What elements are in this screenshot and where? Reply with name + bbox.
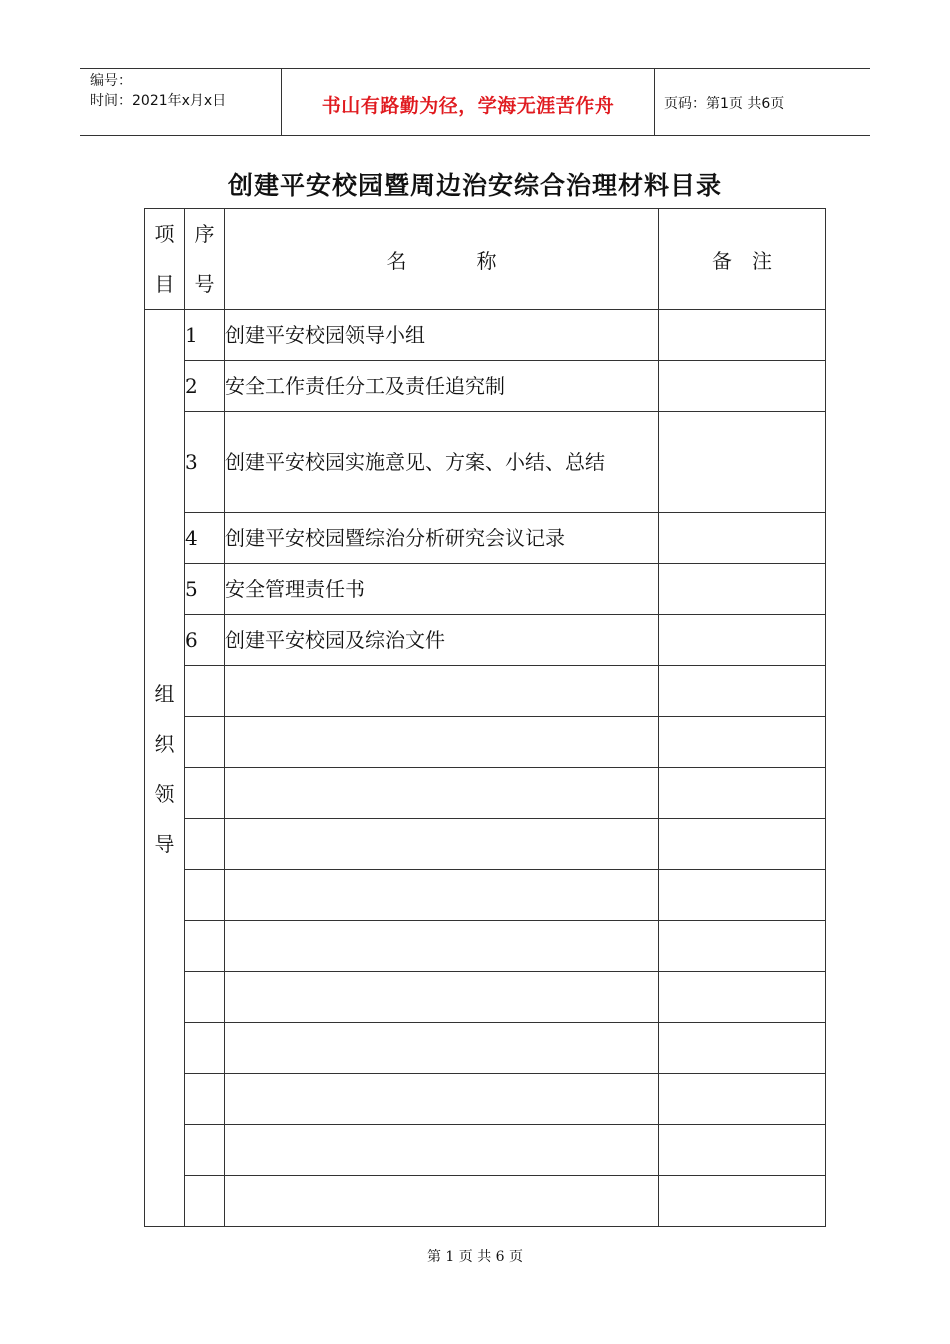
row-remark	[659, 819, 826, 870]
row-name: 创建平安校园暨综治分析研究会议记录	[225, 513, 659, 564]
row-remark	[659, 513, 826, 564]
time-label: 时间：2021年x月x日	[90, 93, 227, 109]
row-remark	[659, 666, 826, 717]
row-name: 创建平安校园实施意见、方案、小结、总结	[225, 412, 659, 513]
document-title: 创建平安校园暨周边治安综合治理材料目录	[227, 171, 722, 200]
blank-row	[145, 972, 826, 1023]
blank-row	[145, 666, 826, 717]
header-remark	[659, 209, 826, 310]
row-name: 安全工作责任分工及责任追究制	[225, 361, 659, 412]
row-name: 创建平安校园及综治文件	[225, 615, 659, 666]
blank-row	[145, 1023, 826, 1074]
row-name: 创建平安校园领导小组	[225, 310, 659, 361]
row-number: 3	[185, 412, 225, 513]
directory-table	[144, 208, 826, 1227]
table-row	[145, 361, 826, 412]
header-item-char: 目	[154, 272, 175, 296]
row-number	[185, 717, 225, 768]
row-remark	[659, 615, 826, 666]
row-name	[225, 1074, 659, 1125]
table-header-row	[145, 209, 826, 310]
row-number: 1	[185, 310, 225, 361]
header-item	[145, 209, 185, 310]
blank-row	[145, 768, 826, 819]
header-item-char: 项	[154, 222, 175, 246]
row-remark	[659, 310, 826, 361]
row-number	[185, 870, 225, 921]
row-remark	[659, 921, 826, 972]
row-number	[185, 921, 225, 972]
blank-row	[145, 1125, 826, 1176]
group-label-char: 组	[154, 681, 175, 706]
header-number-char: 号	[194, 272, 215, 296]
blank-row	[145, 819, 826, 870]
page-footer: 第 1 页 共 6 页	[426, 1249, 524, 1265]
row-remark	[659, 972, 826, 1023]
header-meta	[90, 71, 280, 111]
group-label-char: 导	[154, 831, 175, 856]
number-label: 编号：	[90, 73, 132, 89]
header-page-info: 页码：第1页 共6页	[664, 96, 785, 112]
row-name	[225, 972, 659, 1023]
blank-row	[145, 1074, 826, 1125]
row-number	[185, 819, 225, 870]
row-number	[185, 972, 225, 1023]
group-label-char: 领	[154, 781, 175, 806]
row-name	[225, 819, 659, 870]
row-number	[185, 1176, 225, 1227]
blank-row	[145, 717, 826, 768]
row-remark	[659, 870, 826, 921]
blank-row	[145, 1176, 826, 1227]
row-number: 2	[185, 361, 225, 412]
group-label-char: 织	[154, 731, 175, 756]
table-row	[145, 412, 826, 513]
blank-row	[145, 870, 826, 921]
row-name	[225, 717, 659, 768]
header-name-char: 名	[386, 248, 407, 273]
row-remark	[659, 564, 826, 615]
header-name-char: 称	[476, 248, 497, 273]
row-remark	[659, 768, 826, 819]
table-row	[145, 615, 826, 666]
row-number: 5	[185, 564, 225, 615]
row-remark	[659, 1176, 826, 1227]
row-remark	[659, 717, 826, 768]
row-name	[225, 666, 659, 717]
row-name: 安全管理责任书	[225, 564, 659, 615]
document-header	[80, 68, 870, 136]
table-row	[145, 513, 826, 564]
row-name	[225, 1176, 659, 1227]
row-name	[225, 768, 659, 819]
header-number-char: 序	[194, 222, 215, 246]
header-motto: 书山有路勤为径，学海无涯苦作舟	[321, 95, 615, 117]
row-remark	[659, 1125, 826, 1176]
row-number	[185, 666, 225, 717]
table-row	[145, 310, 826, 361]
blank-row	[145, 921, 826, 972]
header-divider	[654, 69, 655, 135]
row-remark	[659, 412, 826, 513]
row-remark	[659, 361, 826, 412]
row-number	[185, 768, 225, 819]
row-number: 4	[185, 513, 225, 564]
row-remark	[659, 1023, 826, 1074]
row-name	[225, 870, 659, 921]
row-name	[225, 921, 659, 972]
header-remark-char: 注	[752, 248, 772, 273]
row-name	[225, 1023, 659, 1074]
row-number	[185, 1074, 225, 1125]
row-name	[225, 1125, 659, 1176]
table-row	[145, 564, 826, 615]
header-number	[185, 209, 225, 310]
header-name	[225, 209, 659, 310]
row-number	[185, 1125, 225, 1176]
row-number: 6	[185, 615, 225, 666]
row-number	[185, 1023, 225, 1074]
group-cell	[145, 310, 185, 1227]
header-remark-char: 备	[712, 248, 732, 273]
row-remark	[659, 1074, 826, 1125]
